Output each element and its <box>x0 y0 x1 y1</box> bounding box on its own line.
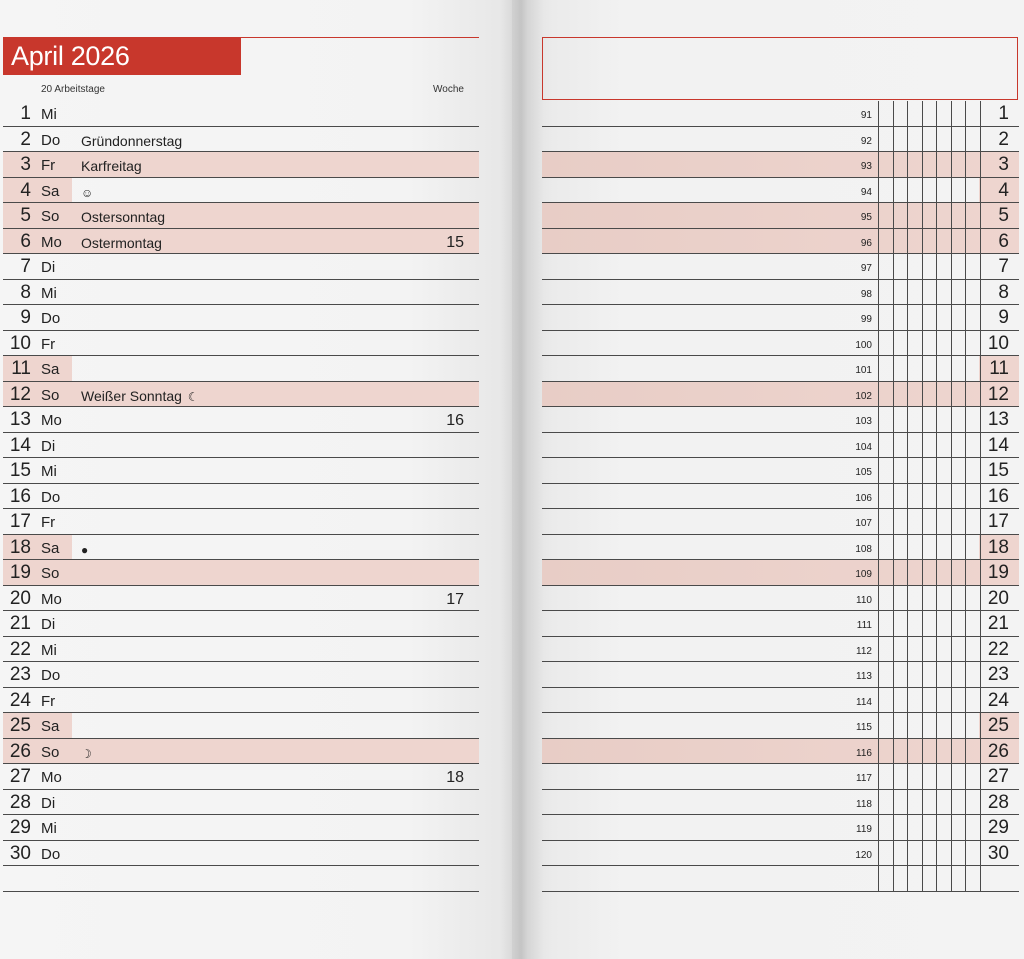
day-row[interactable] <box>3 484 479 510</box>
day-of-year: 119 <box>856 824 872 835</box>
weekday-label: Mo <box>41 233 62 251</box>
day-row[interactable] <box>3 203 479 229</box>
day-number: 29 <box>9 817 31 838</box>
day-number: 1 <box>20 103 31 124</box>
day-number: 1 <box>998 103 1009 124</box>
event-label: Ostersonntag <box>81 209 166 225</box>
weekday-label: Sa <box>41 361 60 378</box>
book-gutter <box>500 0 544 959</box>
day-number: 2 <box>20 128 31 150</box>
day-number: 21 <box>9 613 31 634</box>
checkbox-columns <box>878 101 980 892</box>
weekday-label: Mo <box>41 769 62 786</box>
blank-row[interactable] <box>3 866 479 892</box>
week-number: 16 <box>446 412 464 429</box>
week-number: 15 <box>446 233 464 251</box>
day-number: 15 <box>987 460 1009 481</box>
day-event <box>81 127 182 155</box>
grid-column-line <box>907 101 908 892</box>
day-row[interactable] <box>3 509 479 535</box>
weekday-label: Di <box>41 259 56 276</box>
day-of-year: 105 <box>855 467 872 478</box>
day-row[interactable] <box>3 611 479 637</box>
day-row[interactable] <box>3 815 479 841</box>
day-number: 6 <box>998 230 1009 252</box>
day-number: 8 <box>20 281 31 303</box>
day-number: 3 <box>998 154 1009 175</box>
day-of-year: 108 <box>855 543 872 555</box>
day-list <box>3 101 479 892</box>
weekday-label: Sa <box>41 718 60 735</box>
day-event <box>81 152 142 180</box>
day-row[interactable] <box>3 254 479 280</box>
day-of-year: 116 <box>856 747 872 759</box>
day-number: 10 <box>9 332 31 354</box>
weekday-label: So <box>41 386 60 404</box>
weekday-label: Fr <box>41 514 56 531</box>
weekday-label: Sa <box>41 182 60 200</box>
day-number: 20 <box>9 587 31 609</box>
grid-column-line <box>965 101 966 892</box>
grid-column-line <box>951 101 952 892</box>
day-row[interactable] <box>3 178 479 204</box>
weekday-label: Fr <box>41 335 56 353</box>
day-of-year: 113 <box>856 671 872 682</box>
day-of-year: 92 <box>860 135 872 147</box>
day-number: 12 <box>987 383 1009 405</box>
grid-column-line <box>878 101 879 892</box>
moon-phase-icon: ☺ <box>81 185 94 200</box>
day-number: 4 <box>20 179 31 201</box>
week-number: 18 <box>446 769 464 786</box>
weekday-label: Do <box>41 488 61 506</box>
day-number: 4 <box>998 179 1009 201</box>
day-number: 25 <box>9 715 31 736</box>
day-of-year: 98 <box>860 288 872 300</box>
day-of-year: 115 <box>856 722 872 733</box>
day-row[interactable] <box>3 229 479 255</box>
weekday-label: Do <box>41 667 61 684</box>
day-number: 12 <box>9 383 31 405</box>
day-of-year: 106 <box>855 492 872 504</box>
day-of-year: 120 <box>855 849 872 861</box>
weekday-label: Mo <box>41 412 62 429</box>
weekday-label: Do <box>41 845 61 863</box>
day-row[interactable] <box>3 790 479 816</box>
day-row[interactable] <box>3 586 479 612</box>
day-number: 14 <box>987 434 1009 456</box>
day-number: 22 <box>9 638 31 660</box>
day-event <box>81 229 162 257</box>
day-of-year: 96 <box>860 237 872 249</box>
day-number: 5 <box>20 205 31 226</box>
week-number: 17 <box>446 590 464 608</box>
weekday-label: Di <box>41 794 56 812</box>
day-number: 17 <box>987 511 1009 532</box>
day-of-year: 112 <box>856 645 872 657</box>
grid-column-line <box>922 101 923 892</box>
day-number: 23 <box>9 664 31 685</box>
day-number: 18 <box>9 536 31 558</box>
day-of-year: 118 <box>856 798 872 810</box>
event-label: Gründonnerstag <box>81 132 183 149</box>
weekday-label: Di <box>41 616 56 633</box>
notes-box[interactable] <box>542 37 1018 100</box>
day-number: 22 <box>987 638 1009 660</box>
day-number: 24 <box>987 689 1009 711</box>
day-row[interactable] <box>3 433 479 459</box>
day-number: 29 <box>987 817 1009 838</box>
day-of-year: 103 <box>855 416 872 427</box>
day-of-year: 94 <box>860 186 872 198</box>
day-row[interactable] <box>3 764 479 790</box>
day-row[interactable] <box>3 458 479 484</box>
day-number: 30 <box>9 842 31 864</box>
day-of-year: 101 <box>855 365 872 376</box>
day-of-year: 114 <box>856 696 872 708</box>
day-row[interactable] <box>3 127 479 153</box>
weekday-label: So <box>41 208 60 225</box>
weekday-label: Mi <box>41 641 57 659</box>
day-number: 23 <box>987 664 1009 685</box>
day-row[interactable] <box>3 662 479 688</box>
weekday-label: So <box>41 565 60 582</box>
day-row[interactable] <box>3 739 479 765</box>
day-number: 17 <box>9 511 31 532</box>
grid-column-line <box>980 101 981 892</box>
day-row[interactable] <box>3 560 479 586</box>
day-number: 7 <box>20 256 31 277</box>
day-number: 13 <box>987 409 1009 430</box>
month-title: April 2026 <box>3 37 241 75</box>
day-row[interactable] <box>3 305 479 331</box>
day-number: 14 <box>9 434 31 456</box>
weekday-label: Mo <box>41 590 62 608</box>
grid-column-line <box>936 101 937 892</box>
day-of-year: 93 <box>860 161 872 172</box>
day-of-year: 91 <box>860 110 872 121</box>
day-row[interactable] <box>3 382 479 408</box>
day-row[interactable] <box>3 713 479 739</box>
moon-phase-icon: ☾ <box>187 389 199 404</box>
day-number: 11 <box>11 358 31 379</box>
weekday-label: Fr <box>41 692 56 710</box>
day-number: 20 <box>987 587 1009 609</box>
day-number: 27 <box>9 766 31 787</box>
weekday-label: Fr <box>41 157 56 174</box>
moon-phase-icon: ☽ <box>81 746 92 761</box>
weekday-label: Do <box>41 131 61 149</box>
weekday-label: Mi <box>41 284 57 302</box>
day-number: 19 <box>987 562 1009 583</box>
day-of-year: 95 <box>860 212 872 223</box>
day-number: 26 <box>9 740 31 762</box>
day-row[interactable] <box>3 841 479 867</box>
day-number: 11 <box>989 358 1009 379</box>
day-number: 13 <box>9 409 31 430</box>
weekday-label: Di <box>41 437 56 455</box>
day-of-year: 100 <box>855 339 872 351</box>
event-label: Karfreitag <box>81 158 142 174</box>
day-number: 25 <box>987 715 1009 736</box>
day-number: 6 <box>20 230 31 252</box>
day-of-year: 109 <box>855 569 872 580</box>
grid-column-line <box>893 101 894 892</box>
weekday-label: So <box>41 743 60 761</box>
day-of-year: 99 <box>860 314 872 325</box>
day-number: 16 <box>9 485 31 507</box>
day-row[interactable] <box>3 535 479 561</box>
day-row[interactable] <box>3 101 479 127</box>
event-label: Weißer Sonntag <box>81 387 182 404</box>
day-number: 18 <box>987 536 1009 558</box>
day-row[interactable] <box>3 280 479 306</box>
day-of-year: 117 <box>856 773 872 784</box>
day-number: 24 <box>9 689 31 711</box>
day-row[interactable] <box>3 637 479 663</box>
day-number: 30 <box>987 842 1009 864</box>
day-number: 28 <box>9 791 31 813</box>
event-label: Ostermontag <box>81 234 162 251</box>
day-number: 5 <box>998 205 1009 226</box>
day-row[interactable] <box>3 407 479 433</box>
day-of-year: 104 <box>855 441 872 453</box>
day-event <box>81 203 165 231</box>
day-number: 19 <box>9 562 31 583</box>
day-number: 16 <box>987 485 1009 507</box>
day-number: 28 <box>987 791 1009 813</box>
weekday-label: Mi <box>41 106 57 123</box>
day-row[interactable] <box>3 152 479 178</box>
week-column-header: Woche <box>433 84 464 95</box>
day-row[interactable] <box>3 356 479 382</box>
day-row[interactable] <box>3 331 479 357</box>
moon-phase-icon: ● <box>81 542 89 557</box>
day-number: 21 <box>987 613 1009 634</box>
day-number: 7 <box>998 256 1009 277</box>
day-number: 15 <box>9 460 31 481</box>
day-of-year: 111 <box>856 620 872 631</box>
day-of-year: 110 <box>856 594 872 606</box>
day-of-year: 107 <box>855 518 872 529</box>
weekday-label: Sa <box>41 539 60 557</box>
day-row[interactable] <box>3 688 479 714</box>
weekday-label: Mi <box>41 820 57 837</box>
day-number: 10 <box>987 332 1009 354</box>
day-number: 27 <box>987 766 1009 787</box>
day-number: 9 <box>20 307 31 328</box>
day-number: 3 <box>20 154 31 175</box>
day-of-year: 102 <box>855 390 872 402</box>
day-number: 2 <box>998 128 1009 150</box>
weekday-label: Mi <box>41 463 57 480</box>
day-number: 8 <box>998 281 1009 303</box>
workdays-label: 20 Arbeitstage <box>41 84 105 95</box>
day-number: 9 <box>998 307 1009 328</box>
day-of-year: 97 <box>860 263 872 274</box>
day-number: 26 <box>987 740 1009 762</box>
weekday-label: Do <box>41 310 61 327</box>
